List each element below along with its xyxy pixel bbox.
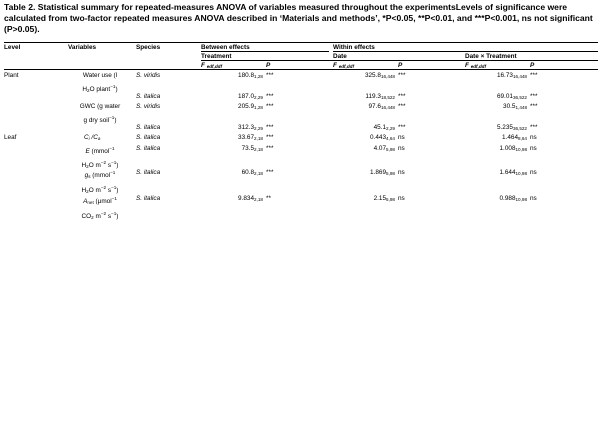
interaction-p-cell: ***	[530, 72, 538, 79]
table-top-rule	[4, 42, 598, 43]
header-bottom-rule	[4, 69, 598, 70]
header-p-date-treatment: P	[530, 62, 535, 69]
header-level: Level	[4, 44, 21, 51]
treatment-p-cell: ***	[266, 124, 274, 131]
variable-anet: $A_{net}$ (μmol$^{-1}$ $CO_2$ $m^{-2}$ $s^{-1}$)	[81, 196, 119, 220]
interaction-f-cell: $5.235_{36,522}$	[496, 124, 527, 131]
interaction-f-cell: $16.73_{16,448}$	[496, 72, 527, 79]
treatment-p-cell: ***	[266, 169, 274, 176]
table-caption: Table 2. Statistical summary for repeated-measures ANOVA of variables measured throughout the experimentsLevels of significance were calculated from two-factor repeated measures ANOVA described in ‘Materials and methods’, *P<0.05, **P<0.01, and ***P<0.001, ns not significant (P>0.05).	[4, 2, 593, 34]
date-p-cell: ***	[398, 124, 406, 131]
date-f-cell: $119.3_{18,522}$	[365, 93, 395, 100]
variable-ci-ca: $C_i$ $/C_a$	[84, 134, 101, 141]
interaction-p-cell: ns	[530, 169, 537, 176]
species-cell: S. italica	[136, 145, 161, 152]
interaction-p-cell: ***	[530, 93, 538, 100]
variable-gs: $g_s$ (mmol$^{-1}$ $H_2O$ $m^{-2}$ $s^{-1}$)	[81, 170, 119, 194]
interaction-p-cell: ***	[530, 124, 538, 131]
treatment-f-cell: $60.8_{2,18}$	[241, 169, 263, 176]
species-cell: S. italica	[136, 93, 161, 100]
date-p-cell: ***	[398, 103, 406, 110]
level-plant: Plant	[4, 72, 19, 79]
treatment-p-cell: ***	[266, 72, 274, 79]
interaction-f-cell: $1.464_{8,64}$	[502, 134, 527, 141]
date-p-cell: ns	[398, 134, 405, 141]
interaction-p-cell: ***	[530, 103, 538, 110]
species-cell: S. viridis	[136, 72, 161, 79]
treatment-f-cell: $73.5_{2,18}$	[241, 145, 263, 152]
treatment-f-cell: $33.67_{2,18}$	[238, 134, 263, 141]
treatment-f-cell: $205.9_{1,28}$	[238, 103, 263, 110]
date-f-cell: $0.443_{4,64}$	[370, 134, 395, 141]
date-p-cell: ***	[398, 93, 406, 100]
species-cell: S. viridis	[136, 103, 161, 110]
date-f-cell: $2.15_{5,98}$	[373, 195, 395, 202]
date-p-cell: ns	[398, 195, 405, 202]
header-date-treatment: Date × Treatment	[465, 53, 517, 60]
interaction-p-cell: ns	[530, 145, 537, 152]
interaction-f-cell: $0.988_{10,98}$	[499, 195, 527, 202]
interaction-f-cell: $1.644_{10,98}$	[499, 169, 527, 176]
header-within-effects: Within effects	[333, 44, 375, 51]
treatment-f-cell: $9.834_{2,18}$	[238, 195, 263, 202]
treatment-p-cell: **	[266, 195, 271, 202]
level-leaf: Leaf	[4, 134, 17, 141]
header-f-date: F $_{edf,ddf}$	[333, 62, 354, 69]
variable-e: E (mmol$^{-1}$ $H_2O$ $m^{-2}$ $s^{-1}$)	[81, 146, 119, 169]
treatment-p-cell: ***	[266, 145, 274, 152]
date-f-cell: $4.07_{5,98}$	[373, 145, 395, 152]
header-date: Date	[333, 53, 347, 60]
species-cell: S. italica	[136, 134, 161, 141]
treatment-f-cell: $187.0_{2,29}$	[238, 93, 263, 100]
header-variables: Variables	[68, 44, 97, 51]
header-species: Species	[136, 44, 161, 51]
header-between-effects: Between effects	[201, 44, 250, 51]
date-p-cell: ns	[398, 169, 405, 176]
treatment-f-cell: $312.3_{2,29}$	[238, 124, 263, 131]
variable-gwc: GWC (g water g dry soil$^{-1}$)	[79, 103, 121, 124]
treatment-f-cell: $180.8_{1,28}$	[238, 72, 263, 79]
variable-water-use: Water use (l $H_2O$ plant$^{-1}$)	[82, 72, 118, 93]
species-cell: S. italica	[136, 195, 161, 202]
treatment-p-cell: ***	[266, 134, 274, 141]
subheader-rule	[201, 60, 598, 61]
date-p-cell: ns	[398, 145, 405, 152]
interaction-p-cell: ns	[530, 134, 537, 141]
species-cell: S. italica	[136, 124, 161, 131]
date-p-cell: ***	[398, 72, 406, 79]
date-f-cell: $97.6_{16,448}$	[368, 103, 395, 110]
date-f-cell: $45.1_{2,29}$	[373, 124, 395, 131]
treatment-p-cell: ***	[266, 93, 274, 100]
header-f-treatment: F $_{edf,ddf}$	[201, 62, 222, 69]
interaction-f-cell: $30.5_{1,448}$	[503, 103, 527, 110]
header-treatment: Treatment	[201, 53, 232, 60]
date-f-cell: $1.869_{5,98}$	[370, 169, 395, 176]
header-f-date-treatment: F $_{edf,ddf}$	[465, 62, 486, 69]
header-p-date: P	[398, 62, 403, 69]
date-f-cell: $325.8_{16,448}$	[364, 72, 395, 79]
header-p-treatment: P	[266, 62, 271, 69]
treatment-p-cell: ***	[266, 103, 274, 110]
species-cell: S. italica	[136, 169, 161, 176]
interaction-f-cell: $1.008_{10,98}$	[499, 145, 527, 152]
interaction-p-cell: ns	[530, 195, 537, 202]
interaction-f-cell: $69.01_{36,522}$	[496, 93, 527, 100]
